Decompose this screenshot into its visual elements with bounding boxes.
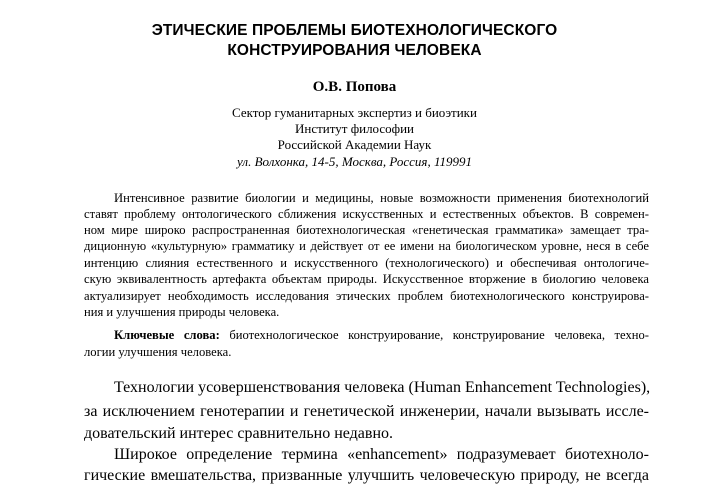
body-line: Технологии усовершенствования человека (Human Enhancement Technologies), — [114, 379, 651, 396]
body-line: за исключением генотерапии и генетической инженерии, начали вызывать иссле- — [84, 403, 649, 420]
affiliation-address: ул. Волхонка, 14-5, Москва, Россия, 119991 — [237, 154, 472, 169]
abstract-line: ставят проблему онтологического сближения искусственных и естественных объектов. В современ- — [84, 207, 649, 221]
keywords-text: биотехнологическое конструирование, конструирование человека, техно- — [219, 328, 649, 342]
body-line: гические вмешательства, призванные улучшить человеческую природу, не всегда — [84, 467, 649, 484]
abstract-line: актуализирует необходимость исследования этических проблем биотехнологического конструирова- — [84, 289, 649, 303]
affiliation-institute: Институт философии — [295, 121, 414, 136]
keywords-line-2: логии улучшения человека. — [84, 345, 232, 359]
abstract-line: ном мире широко распространенная биотехнологическая «генетическая грамматика» замещает тра- — [84, 223, 649, 237]
affiliation-department: Сектор гуманитарных экспертиз и биоэтики — [232, 105, 477, 120]
abstract-line: ния и улучшения природы человека. — [84, 305, 280, 319]
author-name: О.В. Попова — [312, 79, 397, 95]
keywords-label: Ключевые слова: — [114, 328, 220, 342]
paper-title-line-2: КОНСТРУИРОВАНИЯ ЧЕЛОВЕКА — [227, 42, 482, 59]
abstract-line: диционную «культурную» грамматику и действует от ее имени на биологическом уровне, неся в себе — [84, 239, 649, 253]
keywords-line-1 — [114, 327, 649, 343]
abstract-line: Интенсивное развитие биологии и медицины, новые возможности применения биотехнологий — [114, 191, 649, 205]
abstract-line: скую эквивалентность артефакта объектам природы. Искусственное вторжение в биологию человека — [84, 272, 649, 286]
affiliation-academy: Российской Академии Наук — [277, 137, 432, 152]
body-line: довательский интерес сравнительно недавно. — [84, 425, 393, 442]
body-line: Широкое определение термина «enhancement» подразумевает биотехноло- — [114, 446, 649, 463]
abstract-line: интенцию слияния естественного и искусственного (технологического) и обеспечивая онтологиче- — [84, 256, 649, 270]
paper-title-line-1: ЭТИЧЕСКИЕ ПРОБЛЕМЫ БИОТЕХНОЛОГИЧЕСКОГО — [151, 22, 558, 39]
